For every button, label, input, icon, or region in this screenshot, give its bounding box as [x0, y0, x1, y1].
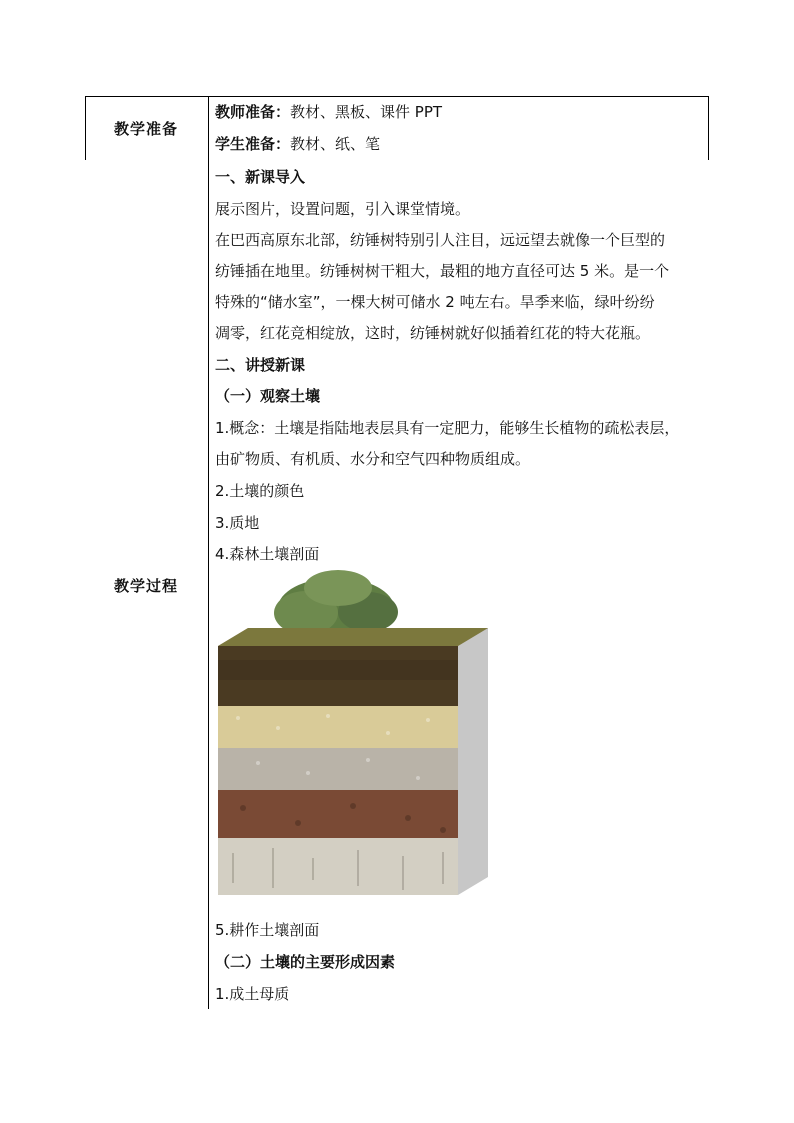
table-right-border [708, 96, 709, 160]
section-2-subheading-2: （二）土壤的主要形成因素 [215, 953, 396, 971]
section-1-para-line-3: 特殊的“储水室”，一棵大树可储水 2 吨左右。旱季来临，绿叶纷纷 [215, 293, 655, 311]
student-prep-text: 教材、纸、笔 [290, 135, 381, 153]
table-top-border [85, 96, 709, 97]
table-left-border [85, 96, 86, 160]
section-1-para-line-1: 在巴西高原东北部，纺锤树特别引人注目，远远望去就像一个巨型的 [215, 231, 666, 249]
item-1-parent-material: 1.成土母质 [215, 985, 290, 1003]
teacher-prep-line [215, 102, 442, 122]
concept-line-2: 由矿物质、有机质、水分和空气四种物质组成。 [215, 450, 531, 468]
prep-label: 教学准备 [114, 120, 179, 138]
item-3-texture: 3.质地 [215, 514, 260, 532]
student-prep-label: 学生准备： [215, 135, 291, 153]
teacher-prep-text: 教材、黑板、课件 PPT [290, 103, 443, 121]
section-2-subheading-1: （一）观察土壤 [215, 387, 321, 405]
item-2-soil-color: 2.土壤的颜色 [215, 482, 305, 500]
section-1-intro: 展示图片，设置问题，引入课堂情境。 [215, 200, 471, 218]
concept-line-1: 1.概念：土壤是指陆地表层具有一定肥力，能够生长植物的疏松表层， [215, 419, 680, 437]
forest-soil-profile-image [218, 568, 518, 895]
section-1-para-line-4: 凋零，红花竞相绽放，这时，纺锤树就好似插着红花的特大花瓶。 [215, 324, 651, 342]
table-column-divider [208, 96, 209, 1009]
section-2-heading: 二、讲授新课 [215, 356, 306, 374]
section-1-para-line-2: 纺锤插在地里。纺锤树树干粗大，最粗的地方直径可达 5 米。是一个 [215, 262, 670, 280]
process-label: 教学过程 [114, 577, 179, 595]
item-4-forest-profile: 4.森林土壤剖面 [215, 545, 320, 563]
teacher-prep-label: 教师准备： [215, 103, 291, 121]
item-5-tilled-profile: 5.耕作土壤剖面 [215, 921, 320, 939]
section-1-heading: 一、新课导入 [215, 168, 306, 186]
student-prep-line [215, 134, 380, 154]
